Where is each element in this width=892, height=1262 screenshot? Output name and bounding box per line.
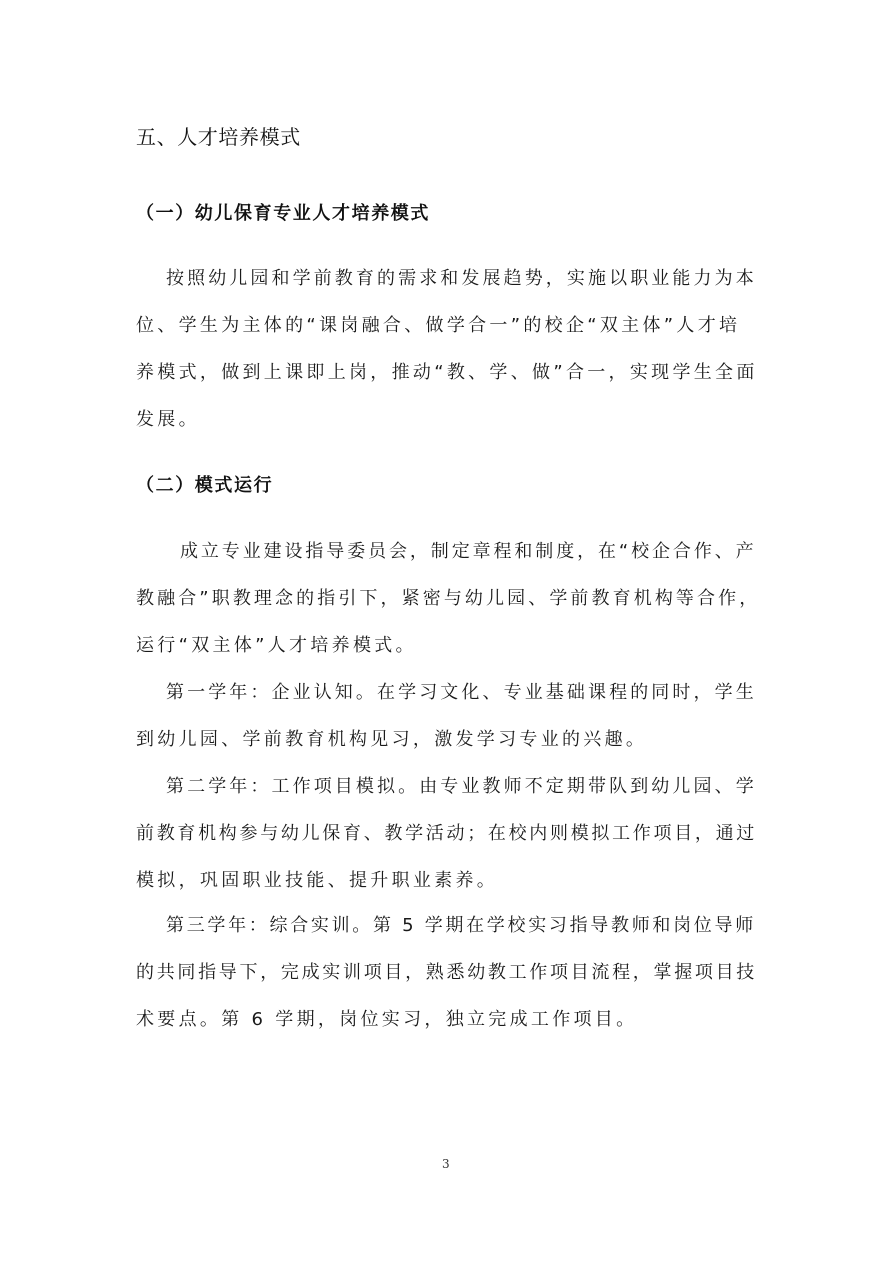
paragraph-line: 前教育机构参与幼儿保育、教学活动；在校内则模拟工作项目，通过 xyxy=(136,823,757,844)
page-number: 3 xyxy=(442,1157,450,1171)
paragraph-line: 运行“双主体”人才培养模式。 xyxy=(136,635,417,656)
paragraph-line: 模拟，巩固职业技能、提升职业素养。 xyxy=(136,870,499,891)
paragraph-line: 发展。 xyxy=(136,409,200,430)
paragraph-line: 成立专业建设指导委员会，制定章程和制度，在“校企合作、产 xyxy=(180,541,757,562)
paragraph-line: 到幼儿园、学前教育机构见习，激发学习专业的兴趣。 xyxy=(136,729,648,750)
subsection-heading-2: （二）模式运行 xyxy=(136,475,274,496)
paragraph-line: 养模式，做到上课即上岗，推动“教、学、做”合一，实现学生全面 xyxy=(136,362,758,383)
paragraph-line: 的共同指导下，完成实训项目，熟悉幼教工作项目流程，掌握项目技 xyxy=(136,962,757,983)
paragraph-line: 教融合”职教理念的指引下，紧密与幼儿园、学前教育机构等合作， xyxy=(136,588,761,609)
paragraph-line: 术要点。第 6 学期，岗位实习，独立完成工作项目。 xyxy=(136,1009,638,1030)
paragraph-line: 第二学年：工作项目模拟。由专业教师不定期带队到幼儿园、学 xyxy=(166,776,757,797)
paragraph-line: 按照幼儿园和学前教育的需求和发展趋势，实施以职业能力为本 xyxy=(166,268,757,289)
paragraph-line: 第三学年：综合实训。第 5 学期在学校实习指导教师和岗位导师 xyxy=(166,915,756,936)
paragraph-line: 位、学生为主体的“课岗融合、做学合一”的校企“双主体”人才培 xyxy=(136,315,741,336)
paragraph-line: 第一学年：企业认知。在学习文化、专业基础课程的同时，学生 xyxy=(166,682,757,703)
subsection-heading-1: （一）幼儿保育专业人才培养模式 xyxy=(136,203,430,224)
section-title: 五、人才培养模式 xyxy=(136,125,301,149)
